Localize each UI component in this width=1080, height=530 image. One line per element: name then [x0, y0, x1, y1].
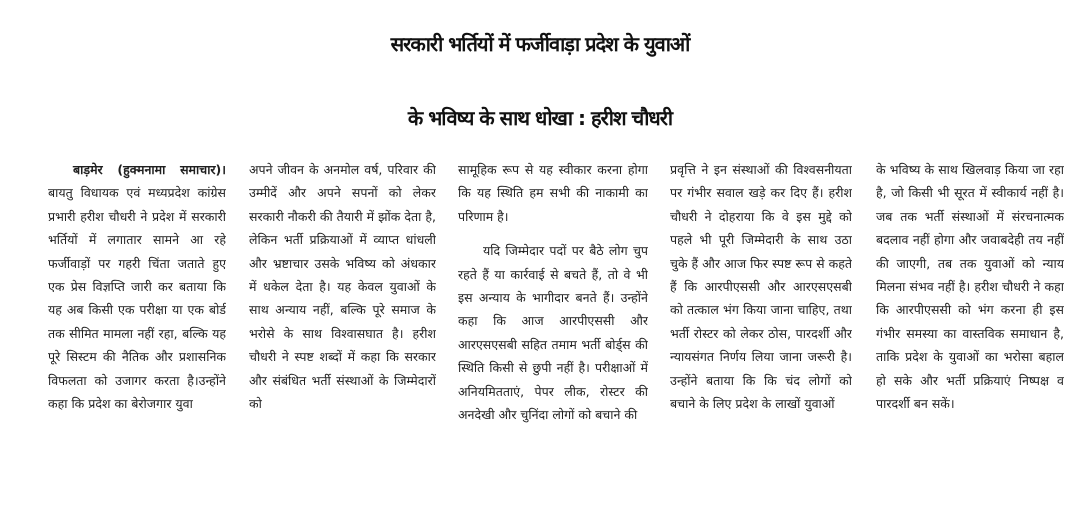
paragraph: यदि जिम्मेदार पदों पर बैठे लोग चुप रहते हैं या कार्रवाई से बचते हैं, तो वे भी इस अन्याय के भागीदार बनते हैं। उन्होंने कहा कि आज आरपीएससी और आरएसएसबी सहित तमाम भर्ती बोर्ड्स की स्थिति किसी से छुपी नहीं है। परीक्षाओं में अनियमितताएं, पेपर लीक, रोस्टर की अनदेखी और चुनिंदा लोगों को बचाने की: [458, 243, 648, 423]
article-column-4: [670, 158, 852, 530]
paragraph: प्रवृत्ति ने इन संस्थाओं की विश्वसनीयता पर गंभीर सवाल खड़े कर दिए हैं। हरीश चौधरी ने दोहराया कि वे इस मुद्दे को पहले भी पूरी जिम्मेदारी के साथ उठा चुके हैं और आज फिर स्पष्ट रूप से कहते हैं कि आरपीएससी और आरएसएसबी को तत्काल भंग किया जाना चाहिए, तथा भर्ती रोस्टर को लेकर ठोस, पारदर्शी और न्यायसंगत निर्णय लिया जाना जरूरी है। उन्होंने बताया कि कि चंद लोगों को बचाने के लिए प्रदेश के लाखों युवाओं: [670, 162, 852, 412]
article-column-3: [458, 158, 648, 530]
article-column-1: [48, 158, 226, 530]
paragraph: के भविष्य के साथ खिलवाड़ किया जा रहा है, जो किसी भी सूरत में स्वीकार्य नहीं है। जब तक भर्ती संस्थाओं में संरचनात्मक बदलाव नहीं होगा और जवाबदेही तय नहीं की जाएगी, तब तक युवाओं को न्याय मिलना संभव नहीं है। हरीश चौधरी ने कहा कि आरपीएससी को भंग करना ही इस गंभीर समस्या का वास्तविक समाधान है, ताकि प्रदेश के युवाओं का भरोसा बहाल हो सके और भर्ती प्रक्रियाएं निष्पक्ष व पारदर्शी बन सकें।: [876, 162, 1064, 412]
headline-line-2: के भविष्य के साथ धोखा : हरीश चौधरी: [407, 106, 673, 130]
dateline: बाड़मेर (हुक्मनामा समाचार)।: [73, 162, 226, 177]
headline-line-1: सरकारी भर्तियों में फर्जीवाड़ा प्रदेश के युवाओं: [390, 32, 690, 56]
article-column-5: [876, 158, 1064, 530]
paragraph: [48, 158, 226, 415]
article-column-2: [249, 158, 436, 530]
paragraph: सामूहिक रूप से यह स्वीकार करना होगा कि यह स्थिति हम सभी की नाकामी का परिणाम है।: [458, 162, 648, 224]
article-body: [48, 158, 1064, 530]
paragraph-text: बायतु विधायक एवं मध्यप्रदेश कांग्रेस प्रभारी हरीश चौधरी ने प्रदेश में सरकारी भर्तियों में लगातार सामने आ रहे फर्जीवाड़ों पर गहरी चिंता जताते हुए एक प्रेस विज्ञप्ति जारी कर बताया कि यह अब किसी एक परीक्षा या एक बोर्ड तक सीमित मामला नहीं रहा, बल्कि यह पूरे सिस्टम की नैतिक और प्रशासनिक विफलता को उजागर करता है।उन्होंने कहा कि प्रदेश का बेरोजगार युवा: [48, 185, 226, 412]
paragraph: अपने जीवन के अनमोल वर्ष, परिवार की उम्मीदें और अपने सपनों को लेकर सरकारी नौकरी की तैयारी में झोंक देता है, लेकिन भर्ती प्रक्रियाओं में व्याप्त धांधली और भ्रष्टाचार उसके भविष्य को अंधकार में धकेल देता है। यह केवल युवाओं के साथ अन्याय नहीं, बल्कि पूरे समाज के भरोसे के साथ विश्वासघात है। हरीश चौधरी ने स्पष्ट शब्दों में कहा कि सरकार और संबंधित भर्ती संस्थाओं के जिम्मेदारों को: [249, 162, 436, 412]
